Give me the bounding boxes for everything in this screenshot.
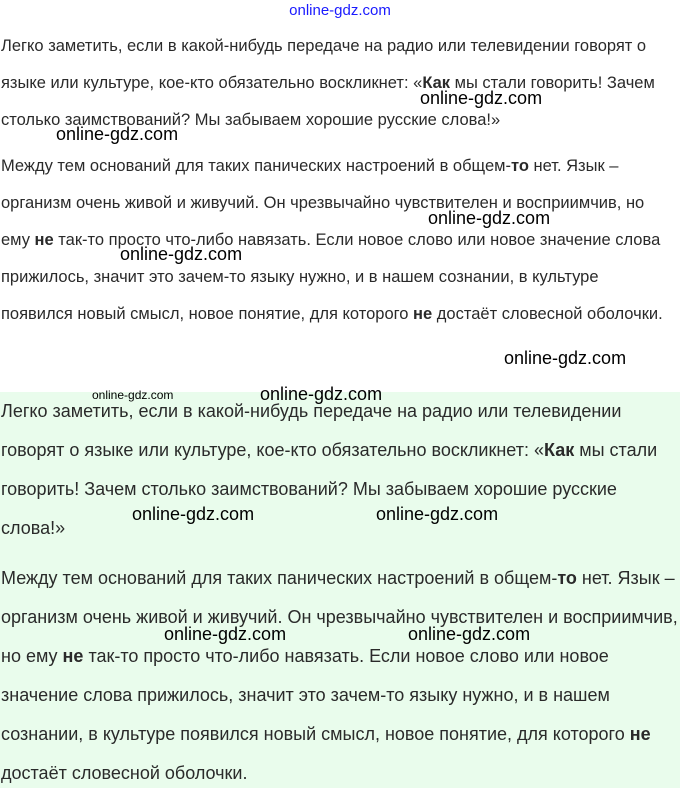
watermark: online-gdz.com (120, 244, 243, 264)
watermark: online-gdz.com (408, 624, 531, 644)
answer-text (0, 392, 680, 788)
watermark: online-gdz.com (132, 504, 255, 524)
answer-paragraph-1: Легко заметить, если в какой-нибудь передаче на радио или телевидении говорят о языке или культуре, кое-кто обязательно воскликнет: «Как мы стали говорить! Зачем столько заимствований? Мы забываем хорошие русские слова!» (1, 401, 658, 538)
watermark: online-gdz.com (260, 384, 383, 404)
watermark: online-gdz.com (504, 348, 627, 368)
watermark: online-gdz.com (420, 88, 543, 108)
answer-paragraph-2: Между тем оснований для таких панических настроений в общем-то нет. Язык – организм очень живой и живучий. Он чрезвычайно чувствителен и восприимчив, но ему не так-то просто что-либо навязать. Если новое слово или новое значение слова прижилось, значит это зачем-то языку нужно, и в нашем сознании, в культуре появился новый смысл, новое понятие, для которого не достаёт словесной оболочки. (1, 568, 678, 783)
watermark: online-gdz.com (56, 124, 179, 144)
question-paragraph-2: Между тем оснований для таких панических настроений в общем-то нет. Язык – организм очень живой и живучий. Он чрезвычайно чувствителен и восприимчив, но ему не так-то просто что-либо навязать. Если новое слово или новое значение слова прижилось, значит это зачем-то языку нужно, и в нашем сознании, в культуре появился новый смысл, новое понятие, для которого не достаёт словесной оболочки. (1, 157, 663, 323)
watermark: online-gdz.com (164, 624, 287, 644)
watermark: online-gdz.com (376, 504, 499, 524)
exercise-text (0, 28, 672, 390)
watermark: online-gdz.com (428, 208, 551, 228)
question-paragraph-1: Легко заметить, если в какой-нибудь передаче на радио или телевидении говорят о языке или культуре, кое-кто обязательно воскликнет: «Как мы стали говорить! Зачем столько заимствований? Мы забываем хорошие русские слова!» (1, 37, 655, 129)
site-header-link[interactable]: online-gdz.com (289, 2, 391, 19)
watermark: online-gdz.com (92, 388, 174, 402)
